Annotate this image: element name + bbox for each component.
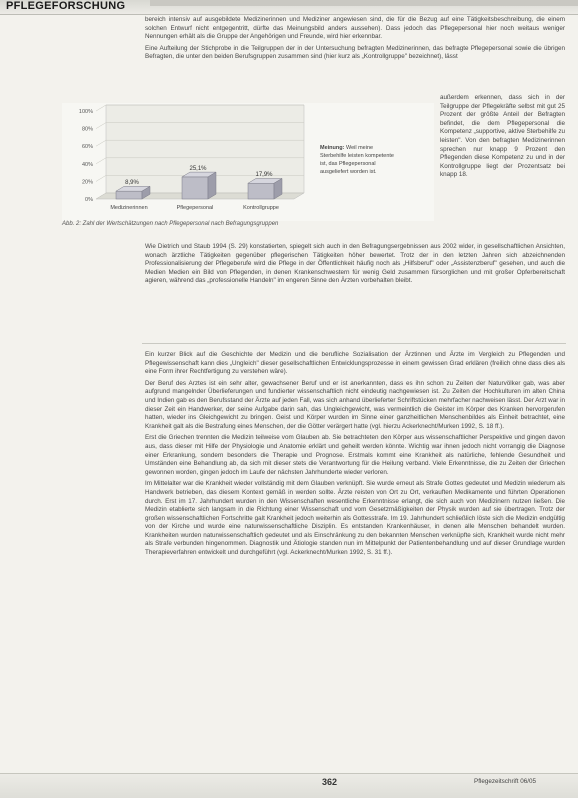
data-label: 25,1% — [189, 165, 207, 172]
bar — [182, 177, 208, 199]
data-label: 17,9% — [255, 172, 273, 179]
x-tick-label: Medizinerinnen — [110, 205, 148, 211]
y-tick-label: 80% — [81, 126, 93, 133]
top-text-block — [145, 16, 565, 65]
chart-gridline-side — [96, 105, 106, 111]
chart-gridline-side — [96, 175, 106, 181]
y-tick-label: 60% — [81, 144, 93, 151]
y-tick-label: 40% — [81, 161, 93, 168]
bar — [248, 183, 274, 199]
y-tick-label: 20% — [81, 179, 93, 186]
page-header — [0, 0, 578, 15]
side-text-block — [440, 94, 565, 180]
chart-annotation-line: ausgeliefert worden ist. — [320, 169, 377, 175]
paragraph: außerdem erkennen, dass sich in der Teilgruppe der Pflegekräfte selbst mit gut 25 Prozent der größte Anteil der Befragten befindet, die dem Pflegepersonal die Kompetenz „supportive, aktive Sterbehilfe zu leisten". Von den befragten Medizinerinnen sprechen nur knapp 9 Prozent den Pflegenden diese Kompetenz zu und in der Kontrollgruppe liegt der Prozentsatz bei knapp 18. — [440, 94, 565, 179]
header-stripe — [150, 0, 578, 6]
paragraph: Ein kurzer Blick auf die Geschichte der Medizin und die berufliche Sozialisation der Ärztinnen und Ärzte im Vergleich zu Pflegenden und Pflegewissenschaft kann dies „Ungleich" dieser gesellschaftlichen Entwicklungsprozesse in einem gewissen Grad erklären (freilich ohne dass dies als eine Form ihrer Rechtfertigung zu verstehen wäre). — [145, 351, 565, 376]
paragraph: Im Mittelalter war die Krankheit wieder vollständig mit dem Glauben verknüpft. Sie wurde erneut als Strafe Gottes gedeutet und Medizin wiederum als Handwerk betrieben, das diesem Kontext gemäß in werden sollte. Ärzte reisten von Ort zu Ort, verkauften Medikamente und führten Operationen durch. Erst im 17. Jahrhundert wurden in den Wissenschaften wesentliche Erkenntnisse erlangt, die sich auch von Medizinern nutzen ließen. Die Medizin etablierte sich langsam in die Richtung einer Wissenschaft und vom Gesetzmäßigkeiten der Physik wurden auf sie übertragen. Trotz der großen wissenschaftlichen Fortschritte galt Krankheit jedoch weiterhin als Gottesstrafe. Im 19. Jahrhundert schließlich löste sich die Medizin endgültig von der Kirche und wurde eine naturwissenschaftliche Disziplin. Es entstanden Krankenhäuser, in denen alle Menschen behandelt wurden. Krankheiten wurden naturwissenschaftlich gedeutet und als Einschränkung zu den bekannten Menschen verknüpfte sich, Krankheit wurde nicht mehr als Strafe verbunden hingenommen. Diagnostik und Ätiologie standen nun im Mittelpunkt der Patientenbehandlung und auf dieser Grundlage wurden Therapieverfahren entwickelt und durchgeführt (vgl. Ackerknecht/Murken 1992, S. 31 ff.). — [145, 480, 565, 557]
bar — [116, 191, 142, 199]
after-chart-text — [145, 243, 565, 289]
chart-gridline-side — [96, 140, 106, 146]
x-tick-label: Kontrollgruppe — [243, 205, 279, 211]
chart-annotation-line: Sterbehilfe leisten kompetente — [320, 153, 394, 159]
chart-svg — [62, 103, 434, 221]
paragraph: Erst die Griechen trennten die Medizin teilweise vom Glauben ab. Sie betrachteten den Körper aus wissenschaftlicher Perspektive und gingen davon aus, dass dieser mit Hilfe der Physiologie und Anatomie erklärt und geheilt werden könnte. Wichtig war ihnen jedoch nicht vorrangig die Diagnose einer Erkrankung, sondern besonders die Therapie und Prognose. Erstmals kommt eine Krankheit als natürliche, fehlende Gesundheit und Umständen eine Behandlung ab, da sich mit dieser stets die Verantwortung für die Heilung verband. Viele Erkenntnisse, die zu Zeiten der Griechen gewonnen worden, gingen jedoch im Laufe der nächsten Jahrhunderte wieder verloren. — [145, 434, 565, 476]
paragraph: bereich intensiv auf ausgebildete Medizinerinnen und Mediziner angewiesen sind, die für die Bezug auf eine Tätigkeitsbeschreibung, die einem solchen Entwurf nicht entgegentritt, dürfte das Meinungsbild anders aussehen). Dass jedoch das Pflegepersonal hier noch weitaus weniger Nennungen erhält als die Gruppe der Angehörigen und Freunde, wird hier erkennbar. — [145, 16, 565, 41]
chart-annotation-line: ist, das Pflegepersonal — [320, 161, 376, 167]
paragraph: Eine Aufteilung der Stichprobe in die Teilgruppen der in der Untersuchung befragten Medizinerinnen, das befragte Pflegepersonal sowie die übrigen Befragten, die unter den beiden Berufsgruppen zusammen sind (hier kurz als „Kontrollgruppe" bezeichnet), lässt — [145, 44, 565, 61]
bar-side — [208, 172, 216, 199]
y-tick-label: 0% — [85, 197, 93, 203]
paragraph: Der Beruf des Arztes ist ein sehr alter, gewachsener Beruf und er ist anerkannten, dass es ihn schon zu Zeiten der Naturvölker gab, was aber aufgrund mangelnder Überlieferungen und fundierter wissenschaftlich nicht eindeutig nachgewiesen ist. Zu Zeiten der Hochkulturen im alten China und Indien gab es den Berufsstand der Ärzte auf jeden Fall, was sich anhand überlieferter Schriftstücken mehrfacher nachweisen lässt. Der Arzt war in dieser Zeit ein Handwerker, der seine Aufgabe darin sah, das Ungleichgewicht, was vermeintlich die Geister im Körper des Kranken hervorgerufen hatten, wieder ins Gleichgewicht zu bringen. Geist und Körper wurden im Sinne einer ganzheitlichen Menschenbildes als Einheit betrachtet, eine Krankheit galt als die Bestrafung eines Menschen, der die Götter verärgert hatte (vgl. hierzu Ackerknecht/Murken 1992, S. 18 ff.). — [145, 379, 565, 430]
bar-chart — [62, 103, 434, 221]
paragraph: Wie Dietrich und Staub 1994 (S. 29) konstatierten, spiegelt sich auch in den Befragungsergebnissen aus 2002 wider, in gesellschaftlichen Ansichten, wonach ärztliche Tätigkeiten gegenüber pflegerischen Tätigkeiten höher bewertet. Trotz der in den letzten Jahren sich abzeichnenden Professionalisierung der Pflegeberufe wird die Pflege in der Öffentlichkeit häufig noch als „Hilfsberuf" oder „Assistenzberuf" gesehen, und auch die Medien Medien ein Bild von Pflegenden, in denen Krankenschwestern für wenig Geld zusammen fürsorglichen und mit großer Opferbereitschaft agieren, während das „professionelle Handeln" im engeren Sinne den Ärzten vorbehalten bleibt. — [145, 243, 565, 285]
history-text-block — [145, 351, 565, 561]
section-divider — [142, 343, 566, 344]
page-footer — [0, 773, 578, 798]
data-label: 8,9% — [125, 180, 139, 187]
y-tick-label: 100% — [78, 109, 93, 115]
chart-caption: Abb. 2: Zahl der Wertschätzungen nach Pflegepersonal nach Befragungsgruppen — [62, 221, 279, 227]
x-tick-label: Pflegepersonal — [176, 205, 214, 211]
chart-annotation-line: Meinung: Weil meine — [320, 145, 374, 151]
journal-issue: Pflegezeitschrift 06/05 — [474, 778, 536, 785]
chart-gridline-side — [96, 123, 106, 129]
section-title: PFLEGEFORSCHUNG — [6, 0, 126, 12]
page-number: 362 — [322, 777, 338, 787]
chart-gridline-side — [96, 158, 106, 164]
